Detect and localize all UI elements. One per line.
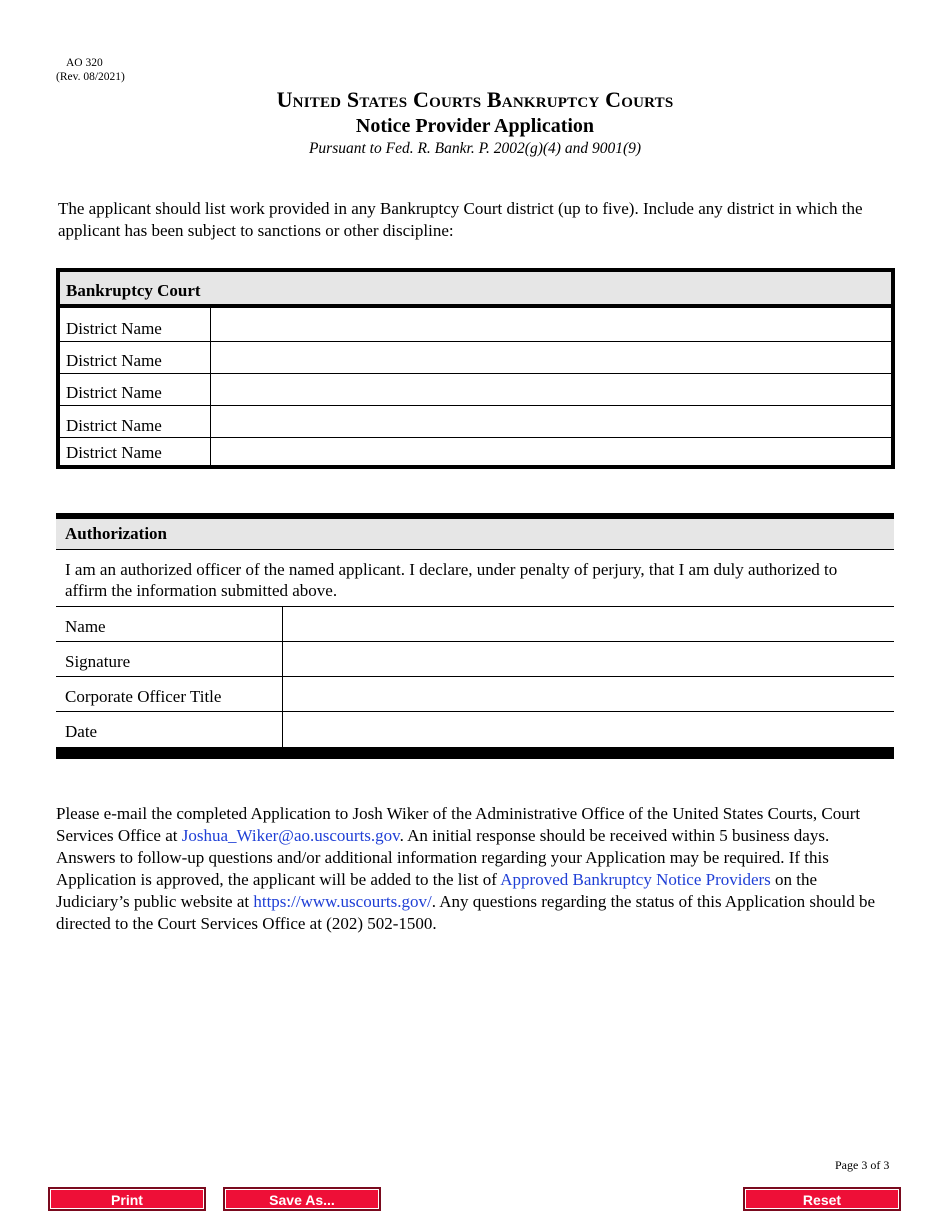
corporate-officer-title-field[interactable] (282, 677, 895, 712)
district-label: District Name (66, 416, 162, 435)
authorization-header (56, 519, 894, 550)
email-link[interactable]: Joshua_Wiker@ao.uscourts.gov (181, 826, 400, 845)
approved-providers-link[interactable]: Approved Bankruptcy Notice Providers (500, 870, 771, 889)
bankruptcy-court-table (56, 268, 895, 469)
page-title: United States Courts Bankruptcy Courts (276, 87, 674, 112)
bankruptcy-court-header (60, 272, 891, 308)
uscourts-website-link[interactable]: https://www.uscourts.gov/ (253, 892, 432, 911)
date-field[interactable] (282, 712, 895, 748)
print-button[interactable]: Print (48, 1187, 206, 1211)
instructions-paragraph (56, 803, 886, 935)
date-label: Date (65, 722, 98, 741)
instructions-text: Please e-mail the completed Application to Josh Wiker of the Administrative Office of the United States Courts, Court Services Office at (56, 804, 861, 845)
bankruptcy-court-header-label: Bankruptcy Court (66, 281, 201, 300)
auth-row-signature (56, 641, 894, 677)
auth-row-title (56, 676, 894, 712)
name-field[interactable] (282, 607, 895, 642)
district-name-field-4[interactable] (210, 406, 892, 438)
district-row-1 (60, 308, 891, 341)
form-revision: (Rev. 08/2021) (56, 71, 125, 83)
district-label: District Name (66, 443, 162, 462)
signature-label: Signature (65, 652, 131, 671)
district-name-field-3[interactable] (210, 374, 892, 406)
form-authority: Pursuant to Fed. R. Bankr. P. 2002(g)(4) and 9001(9) (308, 140, 642, 157)
instructions-text: . Any questions regarding the status of this Application should be directed to the Court Services Office at (202) 502-1500. (56, 892, 876, 933)
district-label: District Name (66, 383, 162, 402)
district-row-5 (60, 437, 891, 466)
section-rule (56, 747, 894, 759)
form-number: AO 320 (66, 57, 103, 69)
form-subtitle: Notice Provider Application (355, 115, 595, 137)
reset-button[interactable]: Reset (743, 1187, 901, 1211)
intro-text: The applicant should list work provided in any Bankruptcy Court district (up to five). Include any district in which the applicant has been subject to sanctions or other discipline: (58, 199, 863, 240)
district-row-3 (60, 373, 891, 406)
name-label: Name (65, 617, 106, 636)
authorization-declaration: I am an authorized officer of the named applicant. I declare, under penalty of perjury, that I am duly authorized to affirm the information submitted above. (65, 560, 838, 600)
auth-row-date (56, 711, 894, 748)
instructions-text: . An initial response should be received within 5 business days. Answers to follow-up questions and/or additional information regarding your Application may be required. If this Application is approved, the applicant will be added to the list of (56, 826, 830, 889)
corporate-officer-title-label: Corporate Officer Title (65, 687, 222, 706)
district-label: District Name (66, 351, 162, 370)
district-row-2 (60, 341, 891, 374)
save-as-button[interactable]: Save As... (223, 1187, 381, 1211)
district-row-4 (60, 405, 891, 438)
authorization-header-label: Authorization (65, 524, 167, 543)
district-name-field-5[interactable] (210, 438, 892, 466)
district-name-field-1[interactable] (210, 308, 892, 341)
instructions-text: on the Judiciary’s public website at (56, 870, 818, 911)
district-name-field-2[interactable] (210, 342, 892, 374)
auth-row-name (56, 606, 894, 642)
page-number: Page 3 of 3 (835, 1158, 890, 1172)
district-label: District Name (66, 319, 162, 338)
signature-field[interactable] (282, 642, 895, 677)
form-number-block (56, 56, 125, 84)
